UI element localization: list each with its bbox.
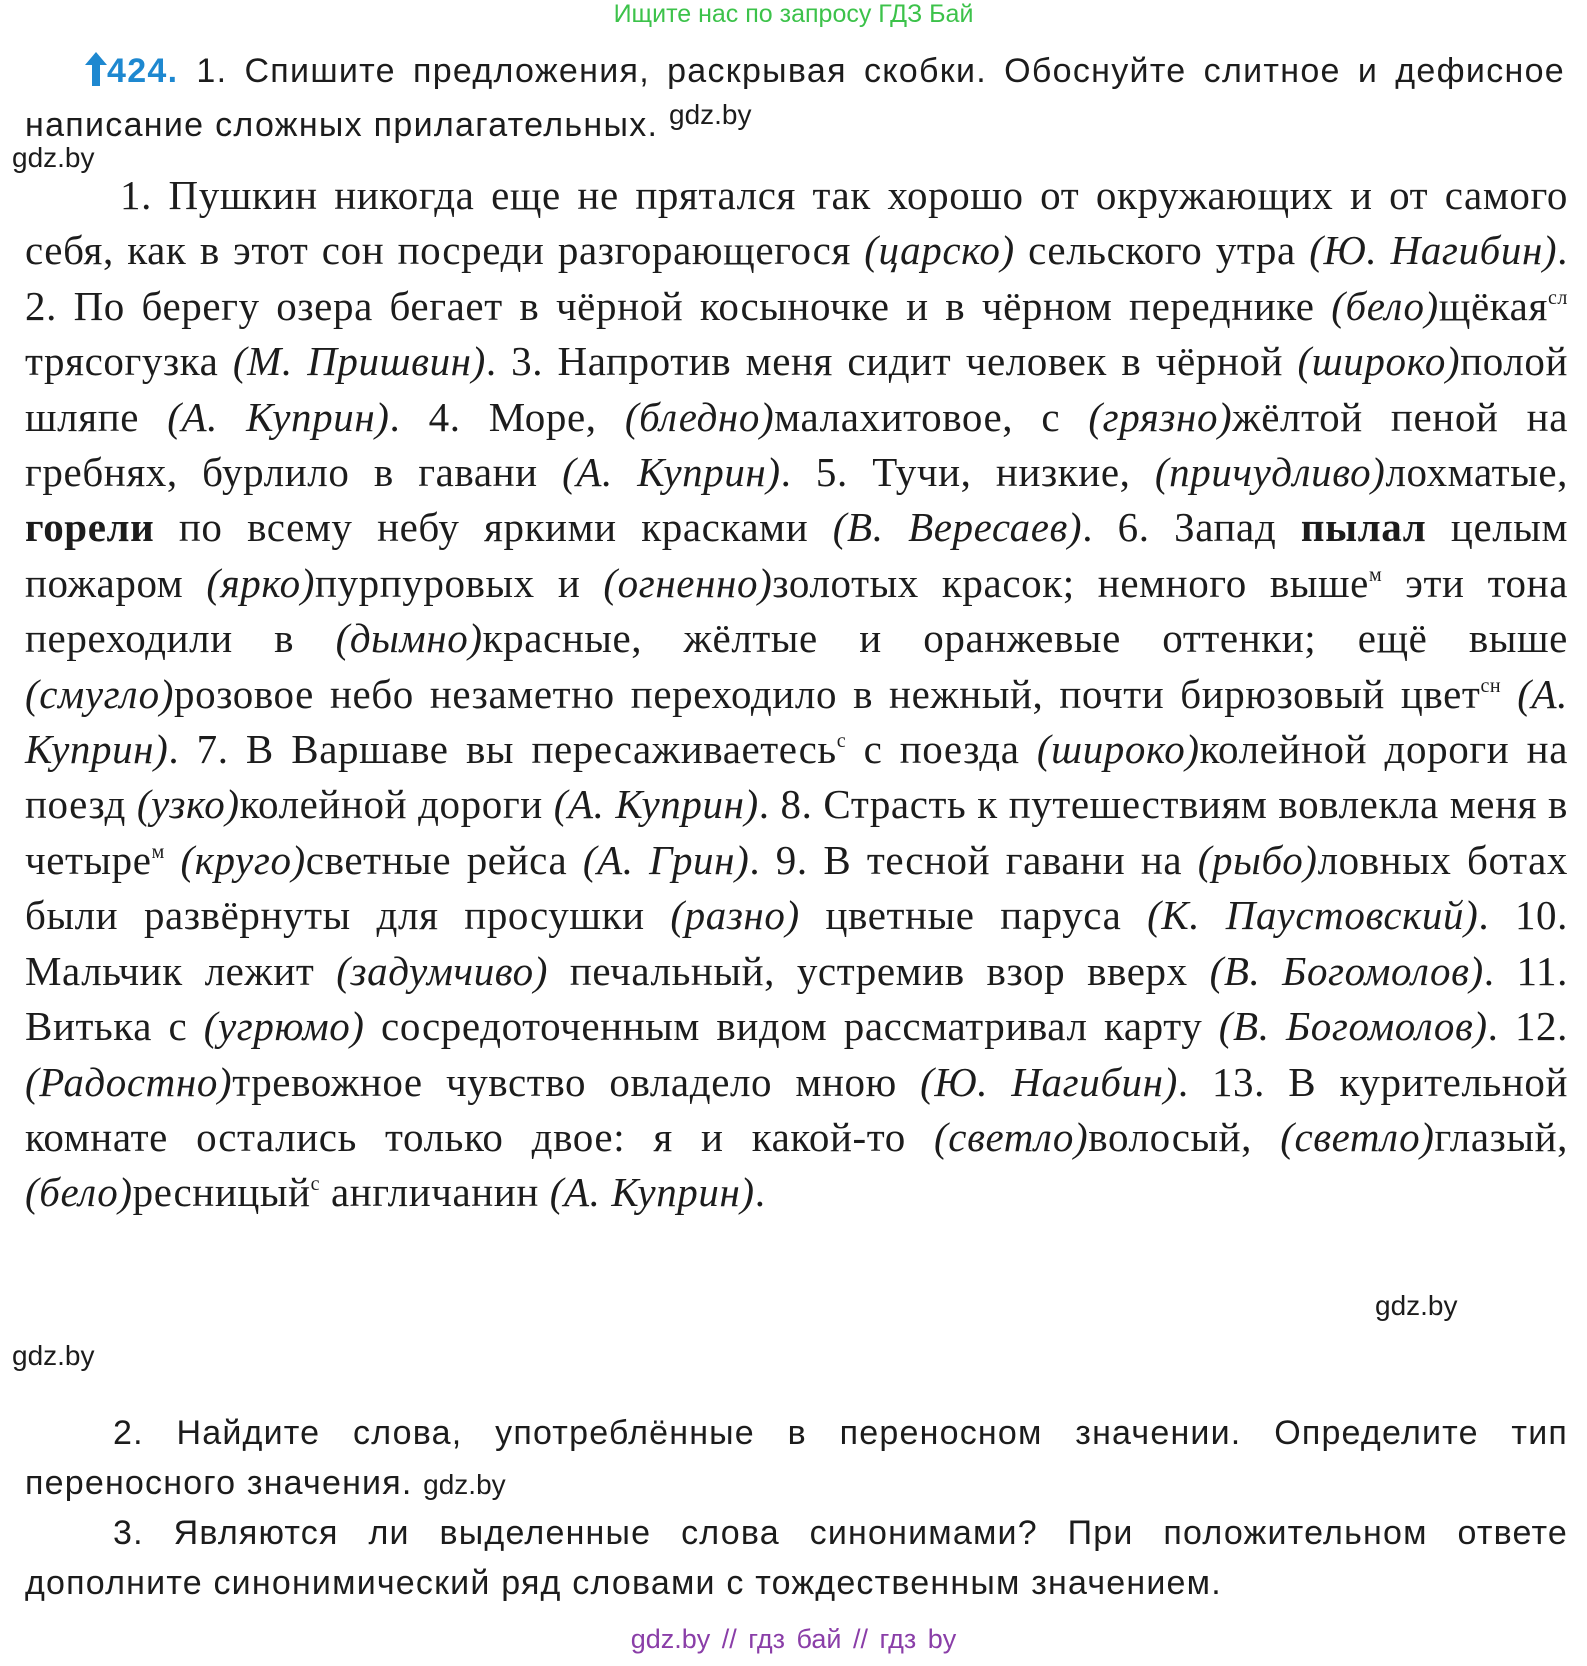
bracket-part: (царско) [864, 227, 1015, 274]
question-3-text: 3. Являются ли выделенные слова синонимами? При положительном ответе дополните синонимический ряд словами с тождественным значением. [25, 1514, 1568, 1602]
up-arrow-icon [85, 50, 107, 100]
sentence-text: сосредоточенным видом рассматривал карту [364, 1003, 1219, 1050]
sentence-text: целым пожаром [25, 504, 1568, 606]
sentence-text: сельского утра [1014, 227, 1310, 274]
watermark-inline: gdz.by [669, 99, 752, 130]
source-author: (М. Пришвин) [232, 338, 486, 385]
sentence-text: . 4. Море, [389, 393, 625, 440]
sentence-text: . 2. По берегу озера бегает в чёрной косыночке и в чёрном переднике [25, 227, 1568, 329]
source-author: (А. Куприн) [25, 670, 1568, 773]
watermark-inline-q2: gdz.by [423, 1469, 506, 1500]
sentence-text: полой шляпе [25, 338, 1568, 440]
annotation-mark: м [151, 840, 165, 863]
sentence-text: по всему небу яркими красками [154, 504, 833, 551]
annotation-mark: м [1368, 563, 1383, 586]
bracket-part: (рыбо) [1197, 836, 1318, 883]
top-banner[interactable]: Ищите нас по запросу ГДЗ Бай [613, 0, 974, 28]
annotation-mark: с [310, 1173, 321, 1196]
task-heading [25, 46, 1565, 152]
sentence-text: ресницый [132, 1169, 311, 1216]
sentence-text: . 10. Мальчик лежит [25, 892, 1568, 994]
sentence-text: волосый, [1088, 1113, 1281, 1160]
source-author: (К. Паустовский) [1147, 892, 1479, 939]
sentence-text: глазый, [1434, 1113, 1568, 1160]
sentence-text: золотых красок; немного выше [772, 559, 1369, 606]
source-author: (В. Вересаев) [832, 504, 1083, 551]
sentence-text: . 11. Витька с [25, 947, 1568, 1050]
sentence-text: . 5. Тучи, низкие, [780, 449, 1155, 496]
bracket-part: (широко) [1297, 338, 1461, 385]
bracket-part: (светло) [1280, 1113, 1435, 1160]
source-author: (А. Куприн) [167, 393, 390, 440]
sentence-text: цветные паруса [799, 892, 1148, 939]
bracket-part: (огненно) [603, 559, 773, 606]
sentence-text: жёлтой пеной на гребнях, бурлило в гавани [25, 393, 1568, 496]
bracket-part: (бледно) [624, 393, 775, 440]
sentence-text: пурпуровых и [314, 559, 604, 606]
sentence-text: . [754, 1169, 766, 1216]
sentence-text: колейной дороги на поезд [25, 726, 1568, 828]
bracket-part: (бело) [1331, 282, 1439, 329]
bracket-part: (угрюмо) [203, 1003, 365, 1050]
sentence-text: розовое небо незаметно переходило в нежный, почти бирюзовый цвет [174, 670, 1481, 717]
sentence-text: трясогузка [25, 338, 233, 385]
sentence-text: ловных ботах были развёрнуты для просушки [25, 836, 1568, 939]
sentence-text: . 9. В тесной гавани на [749, 836, 1198, 883]
bracket-part: (смугло) [25, 670, 175, 717]
sentence-text: колейной дороги [239, 781, 554, 828]
bracket-part: (грязно) [1088, 393, 1233, 440]
bracket-part: (узко) [136, 781, 240, 828]
bracket-part: (задумчиво) [336, 947, 549, 994]
bracket-part: (ярко) [206, 559, 315, 606]
sentence-text: лохматые, [1385, 449, 1568, 496]
source-author: (Ю. Нагибин) [1309, 227, 1558, 274]
annotation-mark: сн [1480, 674, 1502, 697]
sentence-text [1501, 671, 1517, 717]
source-author: (Ю. Нагибин) [920, 1058, 1178, 1105]
sentence-text: щёкая [1438, 282, 1548, 329]
sentence-text: англичанин [320, 1169, 550, 1216]
annotation-mark: с [836, 730, 847, 753]
sentence-text: тревожное чувство овладело мною [232, 1058, 921, 1105]
footer-links[interactable]: gdz.by // гдз бай // гдз by [630, 1624, 957, 1654]
sentence-text: красные, жёлтые и оранжевые оттенки; ещё выше [482, 615, 1568, 662]
source-author: (А. Куприн) [553, 781, 759, 828]
sentence-text: . 3. Напротив меня сидит человек в чёрной [485, 338, 1298, 385]
bracket-part: (причудливо) [1154, 449, 1386, 496]
sentence-text [165, 837, 181, 883]
watermark-left-bottom: gdz.by [12, 1340, 95, 1371]
bracket-part: (дымно) [335, 615, 483, 662]
sentence-text: с поезда [846, 726, 1037, 773]
sentence-text: . 13. В курительной комнате остались только двое: я и какой-то [25, 1058, 1568, 1160]
source-author: (В. Богомолов) [1218, 1003, 1488, 1050]
annotation-mark: сл [1547, 286, 1568, 309]
bracket-part: (круго) [180, 836, 306, 883]
sentence-text: печальный, устремив взор вверх [548, 947, 1210, 994]
bracket-part: (светло) [934, 1113, 1089, 1160]
sentence-text: . 7. В Варшаве вы пересаживаетесь [168, 726, 837, 773]
question-2 [25, 1408, 1568, 1510]
sentence-text: . 12. [1487, 1003, 1568, 1050]
highlighted-word: пылал [1300, 504, 1427, 551]
watermark-right: gdz.by [1375, 1290, 1458, 1321]
sentence-text: . 6. Запад [1082, 504, 1301, 551]
bracket-part: (разно) [670, 892, 800, 939]
sentence-text: . 8. Страсть к путешествиям вовлекла меня в четыре [25, 781, 1568, 883]
source-author: (В. Богомолов) [1209, 947, 1484, 994]
task-number: 424. [107, 52, 179, 90]
bracket-part: (бело) [25, 1169, 133, 1216]
bracket-part: (широко) [1036, 726, 1200, 773]
highlighted-word: горели [25, 504, 155, 551]
watermark-left-top: gdz.by [12, 142, 95, 173]
source-author: (А. Куприн) [549, 1169, 755, 1216]
source-author: (А. Грин) [582, 836, 750, 883]
sentence-text: эти тона переходили в [25, 559, 1568, 662]
sentence-text: 1. Пушкин никогда еще не прятался так хорошо от окружающих и от самого себя, как в этот сон посреди разгорающегося [25, 172, 1568, 274]
sentence-text: малахитовое, с [774, 393, 1089, 440]
question-2-text: 2. Найдите слова, употреблённые в переносном значении. Определите тип переносного значения. [25, 1414, 1568, 1502]
bracket-part: (Радостно) [25, 1058, 233, 1105]
source-author: (А. Куприн) [562, 449, 781, 496]
question-3 [25, 1508, 1568, 1608]
exercise-text [25, 168, 1568, 1221]
task-text: 1. Спишите предложения, раскрывая скобки. Обоснуйте слитное и дефисное написание сложных прилагательных. [25, 52, 1565, 144]
sentence-text: светные рейса [305, 836, 583, 883]
